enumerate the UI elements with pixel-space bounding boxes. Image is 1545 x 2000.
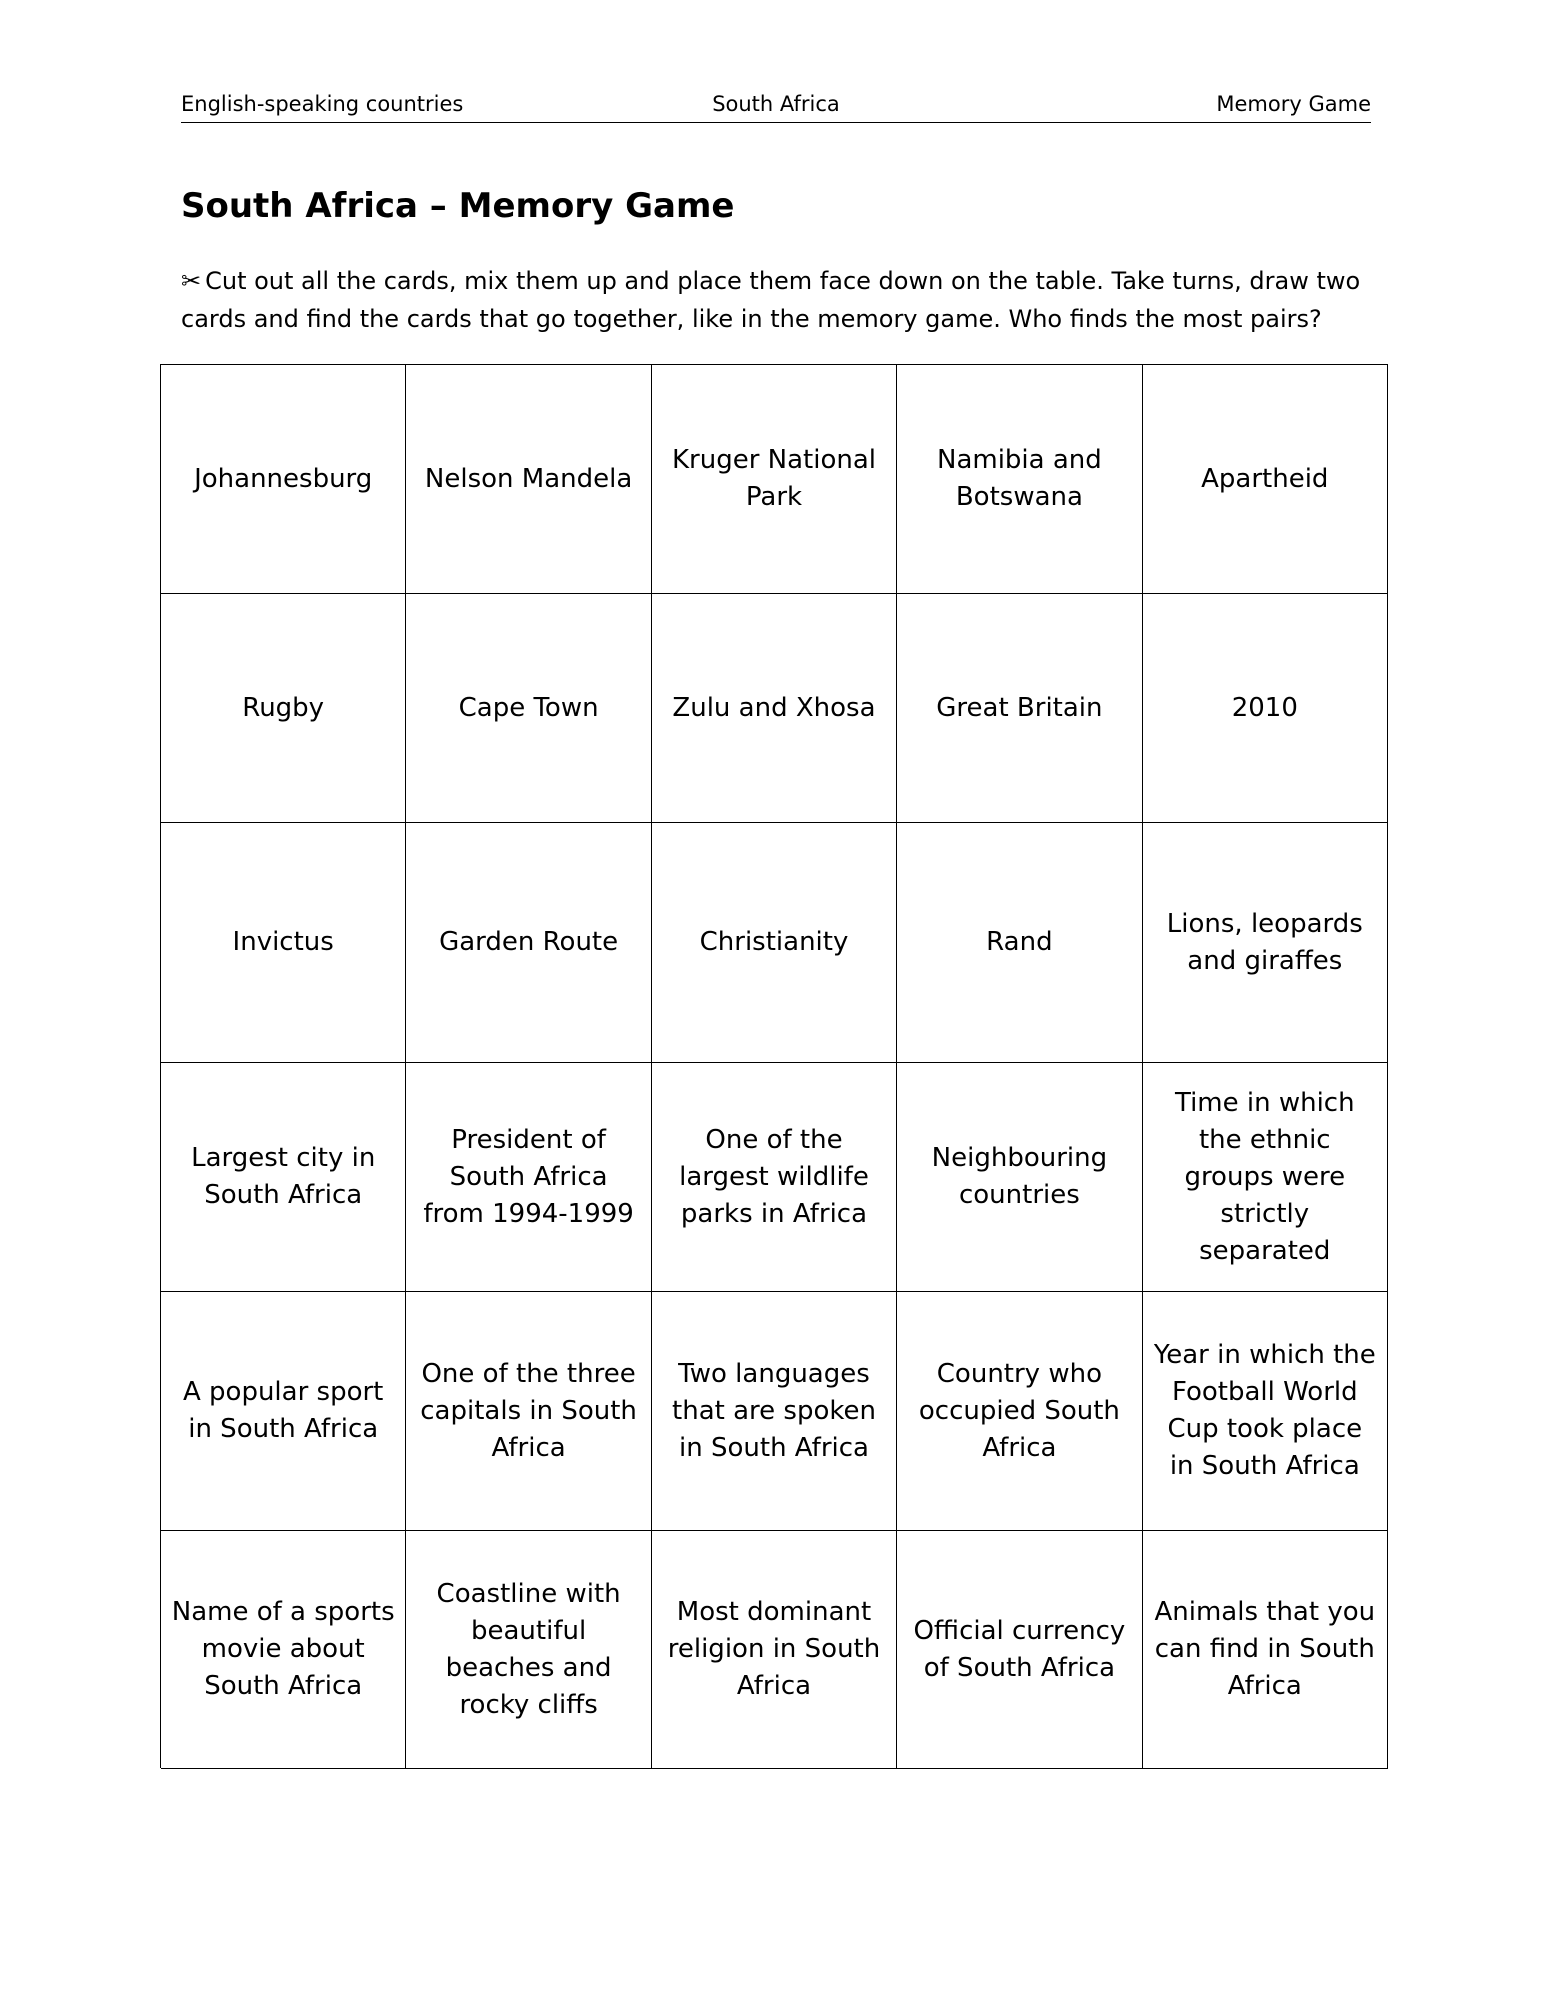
memory-card: Christianity bbox=[652, 823, 897, 1063]
memory-card: Nelson Mandela bbox=[406, 365, 651, 594]
memory-card: 2010 bbox=[1143, 594, 1388, 823]
memory-card: Animals that you can find in South Africa bbox=[1143, 1531, 1388, 1769]
memory-card: Johannesburg bbox=[161, 365, 406, 594]
memory-card: One of the largest wildlife parks in Africa bbox=[652, 1063, 897, 1292]
memory-card: Country who occupied South Africa bbox=[897, 1292, 1142, 1531]
memory-card: Time in which the ethnic groups were strictly separated bbox=[1143, 1063, 1388, 1292]
instructions-text: Cut out all the cards, mix them up and place them face down on the table. Take turns, draw two cards and find the cards that go together, like in the memory game. Who finds the most pairs? bbox=[181, 267, 1361, 333]
memory-card: Largest city in South Africa bbox=[161, 1063, 406, 1292]
page-title: South Africa – Memory Game bbox=[181, 186, 735, 226]
memory-card: Apartheid bbox=[1143, 365, 1388, 594]
memory-card: Rugby bbox=[161, 594, 406, 823]
memory-card: Lions, leopards and giraffes bbox=[1143, 823, 1388, 1063]
memory-card: Name of a sports movie about South Africa bbox=[161, 1531, 406, 1769]
memory-card: Great Britain bbox=[897, 594, 1142, 823]
memory-card: Cape Town bbox=[406, 594, 651, 823]
memory-card: Two languages that are spoken in South Africa bbox=[652, 1292, 897, 1531]
memory-card: Rand bbox=[897, 823, 1142, 1063]
page-header bbox=[181, 90, 1371, 123]
header-activity: Memory Game bbox=[1216, 92, 1371, 116]
memory-card: Year in which the Football World Cup took place in South Africa bbox=[1143, 1292, 1388, 1531]
memory-card: Official currency of South Africa bbox=[897, 1531, 1142, 1769]
memory-card: One of the three capitals in South Africa bbox=[406, 1292, 651, 1531]
memory-card: Most dominant religion in South Africa bbox=[652, 1531, 897, 1769]
memory-card: Invictus bbox=[161, 823, 406, 1063]
memory-card-grid bbox=[160, 364, 1388, 1768]
header-subject: English-speaking countries bbox=[181, 92, 464, 116]
memory-card: Namibia and Botswana bbox=[897, 365, 1142, 594]
memory-card: Coastline with beautiful beaches and rocky cliffs bbox=[406, 1531, 651, 1769]
scissors-icon: ✂ bbox=[181, 267, 202, 295]
memory-card: A popular sport in South Africa bbox=[161, 1292, 406, 1531]
memory-card: Kruger National Park bbox=[652, 365, 897, 594]
header-topic: South Africa bbox=[712, 92, 840, 116]
memory-card: Neighbouring countries bbox=[897, 1063, 1142, 1292]
memory-card: Zulu and Xhosa bbox=[652, 594, 897, 823]
instructions bbox=[181, 262, 1361, 338]
memory-card: Garden Route bbox=[406, 823, 651, 1063]
memory-card: President of South Africa from 1994-1999 bbox=[406, 1063, 651, 1292]
